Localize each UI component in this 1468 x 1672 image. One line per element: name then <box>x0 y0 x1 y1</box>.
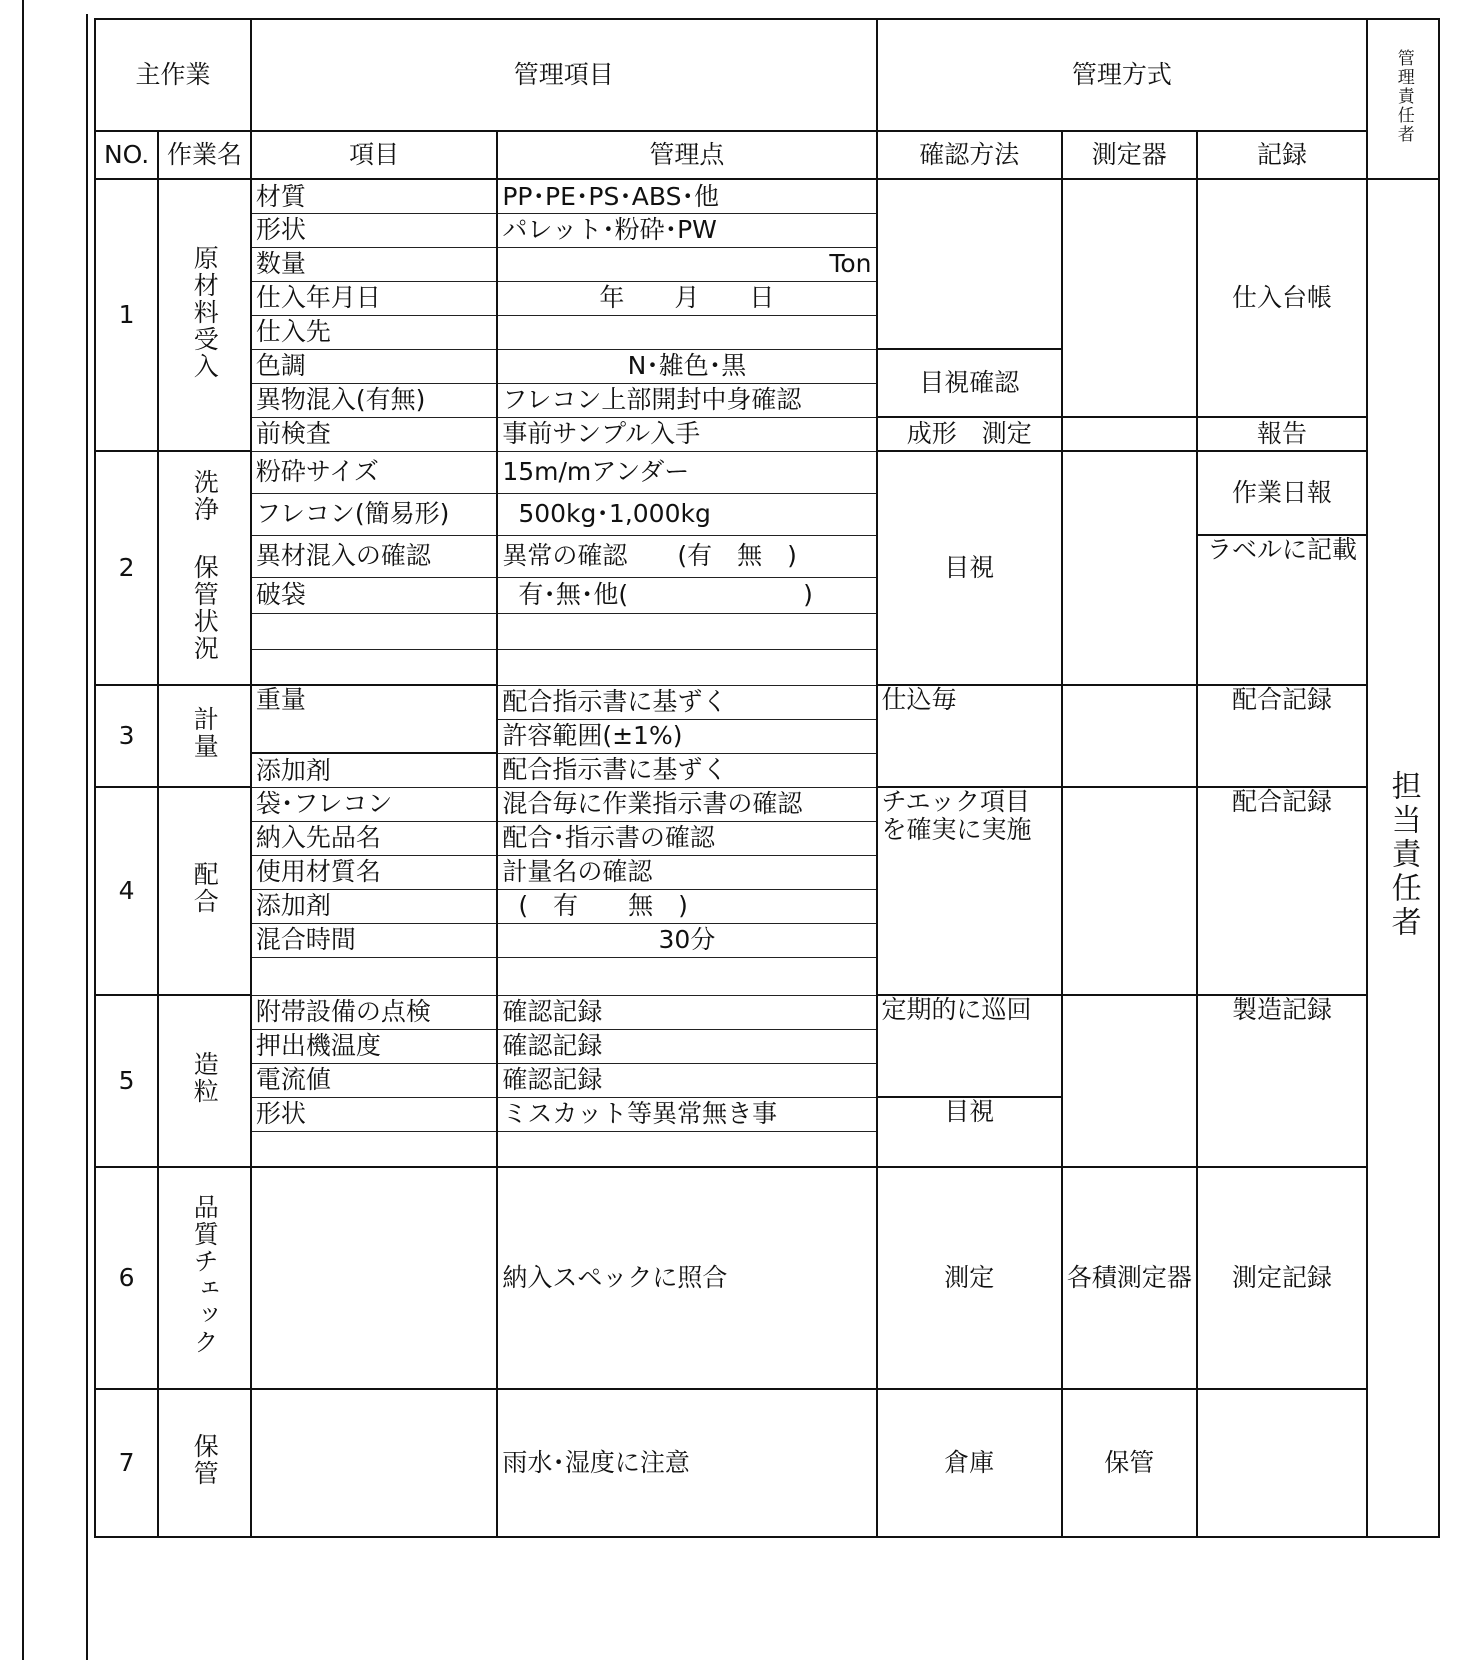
sec4-point: 混合毎に作業指示書の確認 <box>497 787 876 821</box>
sec2-name-cell <box>158 451 251 685</box>
sec1-item: 前検査 <box>251 417 497 451</box>
sec1-no: 1 <box>95 179 158 451</box>
header-confirm-method: 確認方法 <box>877 131 1062 179</box>
sec1-point <box>497 315 876 349</box>
sec7-point: 雨水･湿度に注意 <box>497 1389 876 1537</box>
sec5-name-cell <box>158 995 251 1167</box>
sec4-item <box>251 957 497 995</box>
sec4-item: 混合時間 <box>251 923 497 957</box>
sec4-no: 4 <box>95 787 158 995</box>
sec1-confirm-empty <box>877 179 1062 349</box>
sec2-item: 破袋 <box>251 577 497 613</box>
sec7-no: 7 <box>95 1389 158 1537</box>
sec6-confirm: 測定 <box>877 1167 1062 1389</box>
sec4-record: 配合記録 <box>1197 787 1368 995</box>
sec3-name-cell <box>158 685 251 787</box>
responsible-person: 担当責任者 <box>1385 770 1421 941</box>
sec1-name: 原材料受入 <box>190 244 220 380</box>
responsible-person-cell <box>1367 179 1439 1537</box>
sec5-point: 確認記録 <box>497 995 876 1029</box>
sec4-item: 添加剤 <box>251 889 497 923</box>
sec5-confirm-visual: 目視 <box>877 1097 1062 1167</box>
header-control-items: 管理項目 <box>251 19 877 131</box>
sec2-record-label: ラベルに記載 <box>1197 535 1368 685</box>
sec1-point: パレット･粉砕･PW <box>497 213 876 247</box>
sec3-point: 許容範囲(±1%) <box>497 719 876 753</box>
sec1-item: 色調 <box>251 349 497 383</box>
sec1-instrument-empty-2 <box>1062 417 1197 451</box>
sec5-item: 電流値 <box>251 1063 497 1097</box>
sec4-item: 使用材質名 <box>251 855 497 889</box>
sec6-name: 品質チェック <box>190 1194 220 1357</box>
sec7-instrument: 保管 <box>1062 1389 1197 1537</box>
sec7-name-cell <box>158 1389 251 1537</box>
sec1-point: 事前サンプル入手 <box>497 417 876 451</box>
header-no: NO. <box>95 131 158 179</box>
sec1-point: 年 月 日 <box>497 281 876 315</box>
sec3-instrument-empty <box>1062 685 1197 787</box>
header-responsible <box>1367 19 1439 179</box>
sec1-point: Ton <box>497 247 876 281</box>
sec2-point: 500kg･1,000kg <box>497 493 876 535</box>
sec5-item: 押出機温度 <box>251 1029 497 1063</box>
control-table <box>94 18 1440 1538</box>
sec1-name-cell <box>158 179 251 451</box>
sec7-item-empty <box>251 1389 497 1537</box>
sec2-point <box>497 613 876 649</box>
sec2-item: 粉砕サイズ <box>251 451 497 493</box>
sec1-confirm-molding: 成形 測定 <box>877 417 1062 451</box>
header-instrument: 測定器 <box>1062 131 1197 179</box>
sec2-point: 15m/mアンダー <box>497 451 876 493</box>
header-main-work: 主作業 <box>95 19 251 131</box>
sec2-point: 異常の確認 (有 無 ) <box>497 535 876 577</box>
sec4-instrument-empty <box>1062 787 1197 995</box>
sec1-point: PP･PE･PS･ABS･他 <box>497 179 876 213</box>
sec4-item: 納入先品名 <box>251 821 497 855</box>
sec1-item: 形状 <box>251 213 497 247</box>
header-work-name: 作業名 <box>158 131 251 179</box>
sec1-item: 異物混入(有無) <box>251 383 497 417</box>
sec3-item: 添加剤 <box>251 753 497 787</box>
header-responsible-text: 管理責任者 <box>1393 48 1414 144</box>
sec5-instrument-empty <box>1062 995 1197 1167</box>
header-record: 記録 <box>1197 131 1368 179</box>
sec4-point: 計量名の確認 <box>497 855 876 889</box>
sec2-item: フレコン(簡易形) <box>251 493 497 535</box>
sec7-name: 保管 <box>190 1433 220 1488</box>
sec5-no: 5 <box>95 995 158 1167</box>
sec1-point: フレコン上部開封中身確認 <box>497 383 876 417</box>
sec3-name: 計量 <box>190 706 220 761</box>
sec2-name: 洗浄 保管状況 <box>190 468 220 662</box>
sec2-confirm: 目視 <box>877 451 1062 685</box>
sec4-point: 30分 <box>497 923 876 957</box>
sec5-point <box>497 1131 876 1167</box>
sec1-record-ledger: 仕入台帳 <box>1197 179 1368 417</box>
sec6-item-empty <box>251 1167 497 1389</box>
sec4-point: 配合･指示書の確認 <box>497 821 876 855</box>
sec4-point: ( 有 無 ) <box>497 889 876 923</box>
left-table-line <box>86 14 88 1660</box>
sec1-item: 仕入年月日 <box>251 281 497 315</box>
sec6-no: 6 <box>95 1167 158 1389</box>
sec4-name-cell <box>158 787 251 995</box>
sec6-instrument: 各積測定器 <box>1062 1167 1197 1389</box>
sec5-name: 造粒 <box>190 1051 220 1106</box>
sec6-point: 納入スペックに照合 <box>497 1167 876 1389</box>
header-control-method: 管理方式 <box>877 19 1368 131</box>
sec1-record-report: 報告 <box>1197 417 1368 451</box>
sec2-point <box>497 649 876 685</box>
sec5-point: ミスカット等異常無き事 <box>497 1097 876 1131</box>
left-margin-line <box>22 0 24 1660</box>
sec5-point: 確認記録 <box>497 1029 876 1063</box>
sec5-item: 形状 <box>251 1097 497 1131</box>
sec2-item: 異材混入の確認 <box>251 535 497 577</box>
sec6-record: 測定記録 <box>1197 1167 1368 1389</box>
sec5-record: 製造記録 <box>1197 995 1368 1167</box>
header-item: 項目 <box>251 131 497 179</box>
sec1-point: N･雑色･黒 <box>497 349 876 383</box>
header-control-point: 管理点 <box>497 131 876 179</box>
sec3-point: 配合指示書に基ずく <box>497 685 876 719</box>
sec4-item: 袋･フレコン <box>251 787 497 821</box>
sec4-confirm-cell <box>877 787 1062 995</box>
sec1-item: 数量 <box>251 247 497 281</box>
sec5-point: 確認記録 <box>497 1063 876 1097</box>
sec1-confirm-visual: 目視確認 <box>877 349 1062 417</box>
sec5-confirm-patrol: 定期的に巡回 <box>877 995 1062 1097</box>
sec5-item: 附帯設備の点検 <box>251 995 497 1029</box>
sec4-point <box>497 957 876 995</box>
sec1-item: 材質 <box>251 179 497 213</box>
sec7-record-empty <box>1197 1389 1368 1537</box>
sec3-confirm: 仕込毎 <box>877 685 1062 787</box>
sec4-confirm-line2: を確実に実施 <box>881 814 1032 844</box>
sec4-name: 配合 <box>190 861 220 916</box>
sec1-item: 仕入先 <box>251 315 497 349</box>
sec3-no: 3 <box>95 685 158 787</box>
sec3-item: 重量 <box>251 685 497 753</box>
sec1-instrument-empty <box>1062 179 1197 417</box>
sec2-item <box>251 613 497 649</box>
sec2-record-daily: 作業日報 <box>1197 451 1368 535</box>
sec3-point: 配合指示書に基ずく <box>497 753 876 787</box>
sec2-instrument-empty <box>1062 451 1197 685</box>
sec2-point: 有･無･他( ) <box>497 577 876 613</box>
sec2-no: 2 <box>95 451 158 685</box>
sec2-item <box>251 649 497 685</box>
sec7-confirm: 倉庫 <box>877 1389 1062 1537</box>
sec3-record: 配合記録 <box>1197 685 1368 787</box>
sec4-confirm-line1: チエック項目 <box>881 787 1031 816</box>
sec6-name-cell <box>158 1167 251 1389</box>
sec5-item <box>251 1131 497 1167</box>
